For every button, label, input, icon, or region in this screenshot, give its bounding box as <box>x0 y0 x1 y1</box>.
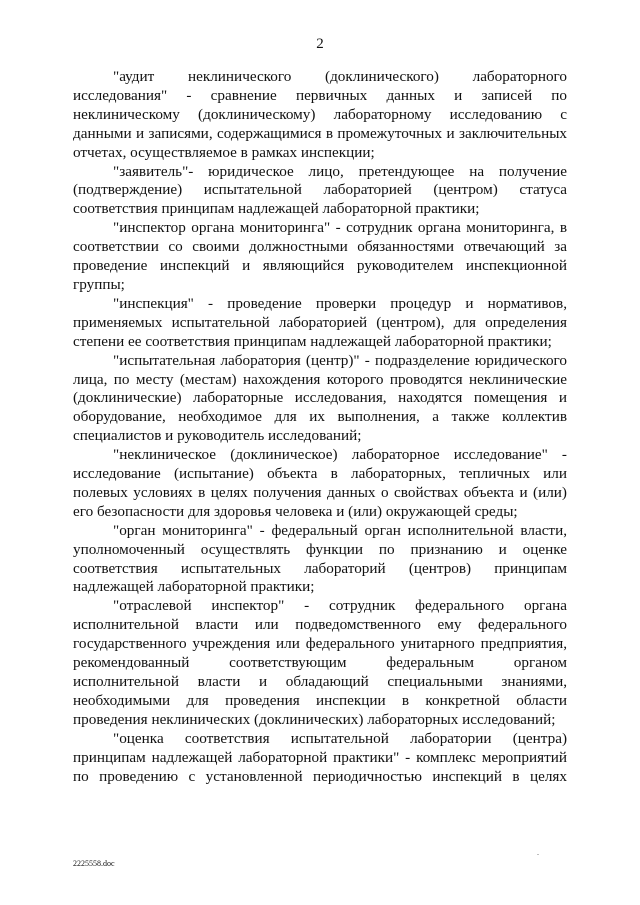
paragraph-test-laboratory-definition: "испытательная лаборатория (центр)" - подразделение юридического лица, по месту (местам) нахождения которого проводятся неклинические (доклинические) лабораторные исследования, находятся помещения и оборудование, необходимое для их выполнения, а также коллектив специалистов и руководитель исследований; <box>73 351 567 445</box>
paragraph-audit-definition: "аудит неклинического (доклинического) лабораторного исследования" - сравнение первичных данных и записей по неклиническому (доклиническому) лабораторному исследованию с данными и записями, содержащимися в промежуточных и заключительных отчетах, осуществляемое в рамках инспекции; <box>73 68 567 161</box>
document-body <box>73 68 567 786</box>
page-number: 2 <box>316 36 324 52</box>
paragraph-applicant-definition: "заявитель"- юридическое лицо, претендующее на получение (подтверждение) испытательной лабораторией (центром) статуса соответствия принципам надлежащей лабораторной практики; <box>73 162 567 218</box>
footer-doc-code: 2225558.doc <box>73 859 115 868</box>
paragraph-nonclinical-study-definition: "неклиническое (доклиническое) лабораторное исследование" - исследование (испытание) объекта в лабораторных, тепличных или полевых условиях в целях получения данных о свойствах объекта и (или) его безопасности для здоровья человека и (или) окружающей среды; <box>73 446 567 520</box>
footer-mark: . <box>537 848 539 857</box>
paragraph-sectoral-inspector-definition: "отраслевой инспектор" - сотрудник федерального органа исполнительной власти или подведомственного ему федерального государственного учреждения или федерального унитарного предприятия, рекомендованный соответствующим федеральным органом исполнительной власти и обладающий специальными знаниями, необходимыми для проведения инспекции в конкретной области проведения неклинических (доклинических) лабораторных исследований; <box>73 597 567 728</box>
paragraph-inspection-definition: "инспекция" - проведение проверки процедур и нормативов, применяемых испытательной лабораторией (центром), для определения степени ее соответствия принципам надлежащей лабораторной практики; <box>73 294 567 350</box>
paragraph-compliance-assessment-definition: "оценка соответствия испытательной лаборатории (центра) принципам надлежащей лабораторной практики" - комплекс мероприятий по проведению с установленной периодичностью инспекций в целях <box>73 729 567 785</box>
paragraph-monitoring-body-definition: "орган мониторинга" - федеральный орган исполнительной власти, уполномоченный осуществлять функции по признанию и оценке соответствия испытательных лабораторий (центров) принципам надлежащей лабораторной практики; <box>73 521 567 596</box>
paragraph-inspector-definition: "инспектор органа мониторинга" - сотрудник органа мониторинга, в соответствии со своими должностными обязанностями отвечающий за проведение инспекций и являющийся руководителем инспекционной группы; <box>73 219 567 293</box>
